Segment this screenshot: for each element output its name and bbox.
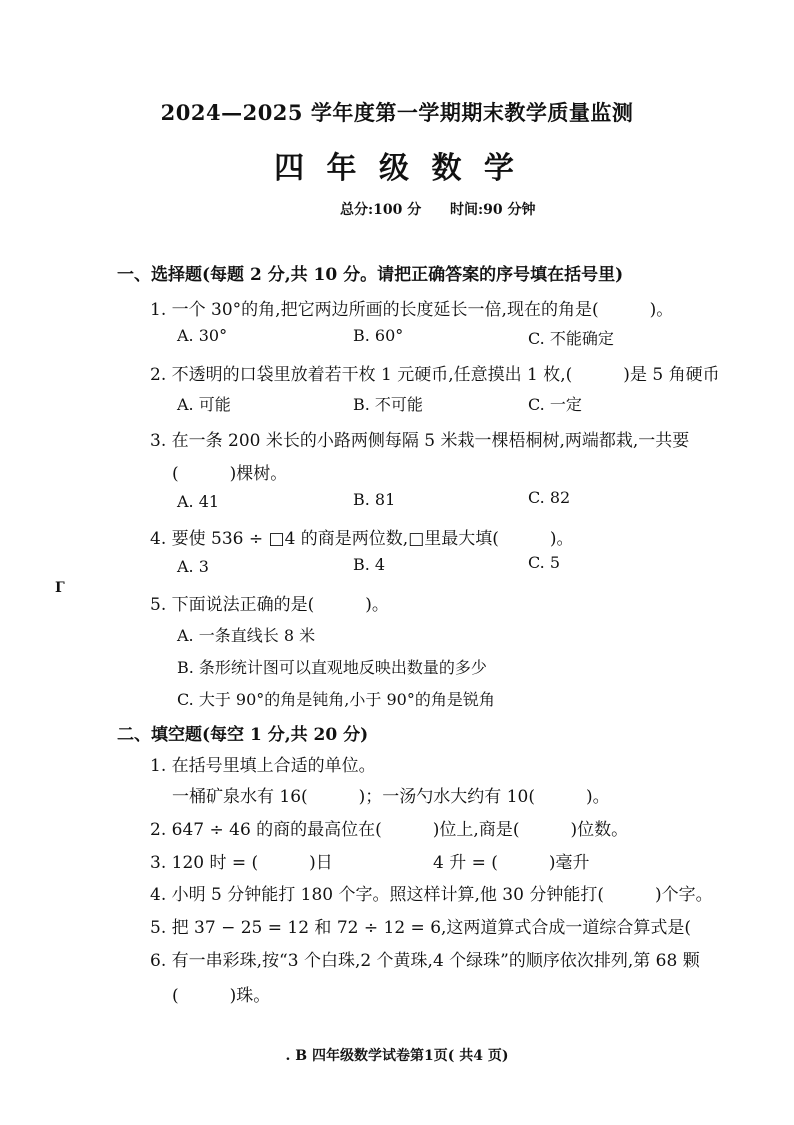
option-1-1-c: C. 不能确定 xyxy=(528,329,614,348)
question-2-5: 5. 把 37 − 25 = 12 和 72 ÷ 12 = 6,这两道算式合成一道综合算式是( xyxy=(150,918,692,938)
option-1-4-b: B. 4 xyxy=(353,555,386,574)
page-footer: . B 四年级数学试卷第1页( 共4 页) xyxy=(285,1048,509,1064)
option-1-5-c: C. 大于 90°的角是钝角,小于 90°的角是锐角 xyxy=(177,690,495,709)
question-2-6-cont: ( )珠。 xyxy=(172,986,271,1006)
option-1-3-a: A. 41 xyxy=(177,492,220,511)
subject-title: 四 年 级 数 学 xyxy=(274,151,520,186)
option-1-4-c: C. 5 xyxy=(528,553,561,572)
question-2-1: 1. 在括号里填上合适的单位。 xyxy=(150,756,376,776)
option-1-4-a: A. 3 xyxy=(177,557,209,576)
question-2-6: 6. 有一串彩珠,按“3 个白珠,2 个黄珠,4 个绿珠”的顺序依次排列,第 68 颗 xyxy=(150,951,700,971)
question-1-3-cont: ( )棵树。 xyxy=(172,464,288,484)
question-2-2: 2. 647 ÷ 46 的商的最高位在( )位上,商是( )位数。 xyxy=(150,820,629,840)
option-1-1-b: B. 60° xyxy=(353,326,404,345)
question-1-1: 1. 一个 30°的角,把它两边所画的长度延长一倍,现在的角是( )。 xyxy=(150,300,674,320)
option-1-2-a: A. 可能 xyxy=(177,395,231,414)
option-1-1-a: A. 30° xyxy=(177,326,228,345)
option-1-3-b: B. 81 xyxy=(353,490,396,509)
option-1-2-c: C. 一定 xyxy=(528,395,582,414)
question-2-4: 4. 小明 5 分钟能打 180 个字。照这样计算,他 30 分钟能打( )个字。 xyxy=(150,885,713,905)
total-score: 总分:100 分 xyxy=(340,202,422,218)
question-2-1-cont: 一桶矿泉水有 16( )；一汤勺水大约有 10( )。 xyxy=(172,787,610,807)
question-2-3-right: 4 升 = ( )毫升 xyxy=(433,853,590,873)
margin-mark: Г xyxy=(55,580,65,596)
question-2-3-left: 3. 120 时 = ( )日 xyxy=(150,853,333,873)
option-1-5-a: A. 一条直线长 8 米 xyxy=(177,626,316,645)
exam-title: 2024—2025 学年度第一学期期末教学质量监测 xyxy=(160,100,634,125)
question-1-2: 2. 不透明的口袋里放着若干枚 1 元硬币,任意摸出 1 枚,( )是 5 角硬币 xyxy=(150,365,720,385)
question-1-5: 5. 下面说法正确的是( )。 xyxy=(150,595,389,615)
option-1-2-b: B. 不可能 xyxy=(353,395,423,414)
question-1-3: 3. 在一条 200 米长的小路两侧每隔 5 米栽一棵梧桐树,两端都栽,一共要 xyxy=(150,431,690,451)
section-heading-choice: 一、选择题(每题 2 分,共 10 分。请把正确答案的序号填在括号里) xyxy=(117,265,624,285)
option-1-5-b: B. 条形统计图可以直观地反映出数量的多少 xyxy=(177,658,487,677)
question-1-4: 4. 要使 536 ÷ □4 的商是两位数,□里最大填( )。 xyxy=(150,529,574,549)
exam-time: 时间:90 分钟 xyxy=(450,202,536,218)
section-heading-fill: 二、填空题(每空 1 分,共 20 分) xyxy=(117,725,369,745)
option-1-3-c: C. 82 xyxy=(528,488,571,507)
